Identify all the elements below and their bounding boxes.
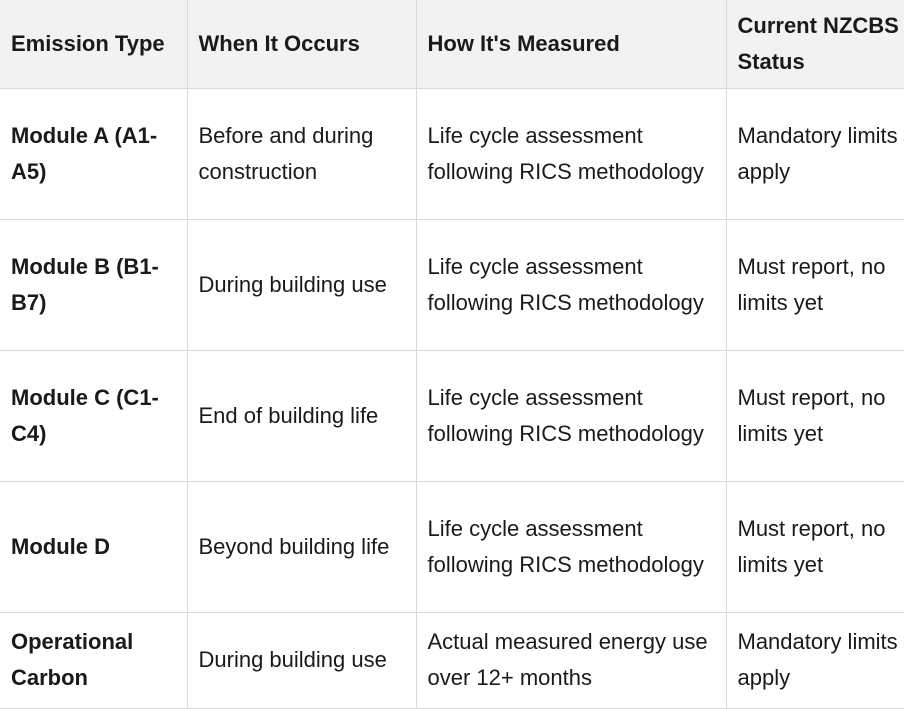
header-emission-type: Emission Type (0, 0, 187, 88)
emission-type-cell: Module B (B1-B7) (0, 219, 187, 350)
status-cell: Must report, no limits yet (726, 481, 904, 612)
emission-type-cell: Module D (0, 481, 187, 612)
when-cell: Beyond building life (187, 481, 416, 612)
when-cell: Before and during construction (187, 88, 416, 219)
when-cell: During building use (187, 219, 416, 350)
status-cell: Must report, no limits yet (726, 350, 904, 481)
emission-type-cell: Module C (C1-C4) (0, 350, 187, 481)
header-nzcbs-status: Current NZCBS Status (726, 0, 904, 88)
table-row (0, 481, 904, 612)
how-cell: Life cycle assessment following RICS methodology (416, 350, 726, 481)
table-header (0, 0, 904, 88)
how-cell: Life cycle assessment following RICS methodology (416, 88, 726, 219)
header-row (0, 0, 904, 88)
table-row (0, 219, 904, 350)
emission-type-cell: Operational Carbon (0, 612, 187, 708)
table-row (0, 88, 904, 219)
header-when-it-occurs: When It Occurs (187, 0, 416, 88)
table-body (0, 88, 904, 708)
status-cell: Mandatory limits apply (726, 612, 904, 708)
how-cell: Actual measured energy use over 12+ months (416, 612, 726, 708)
how-cell: Life cycle assessment following RICS methodology (416, 481, 726, 612)
header-how-measured: How It's Measured (416, 0, 726, 88)
status-cell: Must report, no limits yet (726, 219, 904, 350)
how-cell: Life cycle assessment following RICS methodology (416, 219, 726, 350)
table-row (0, 350, 904, 481)
status-cell: Mandatory limits apply (726, 88, 904, 219)
emission-type-cell: Module A (A1-A5) (0, 88, 187, 219)
table-row (0, 612, 904, 708)
when-cell: During building use (187, 612, 416, 708)
when-cell: End of building life (187, 350, 416, 481)
